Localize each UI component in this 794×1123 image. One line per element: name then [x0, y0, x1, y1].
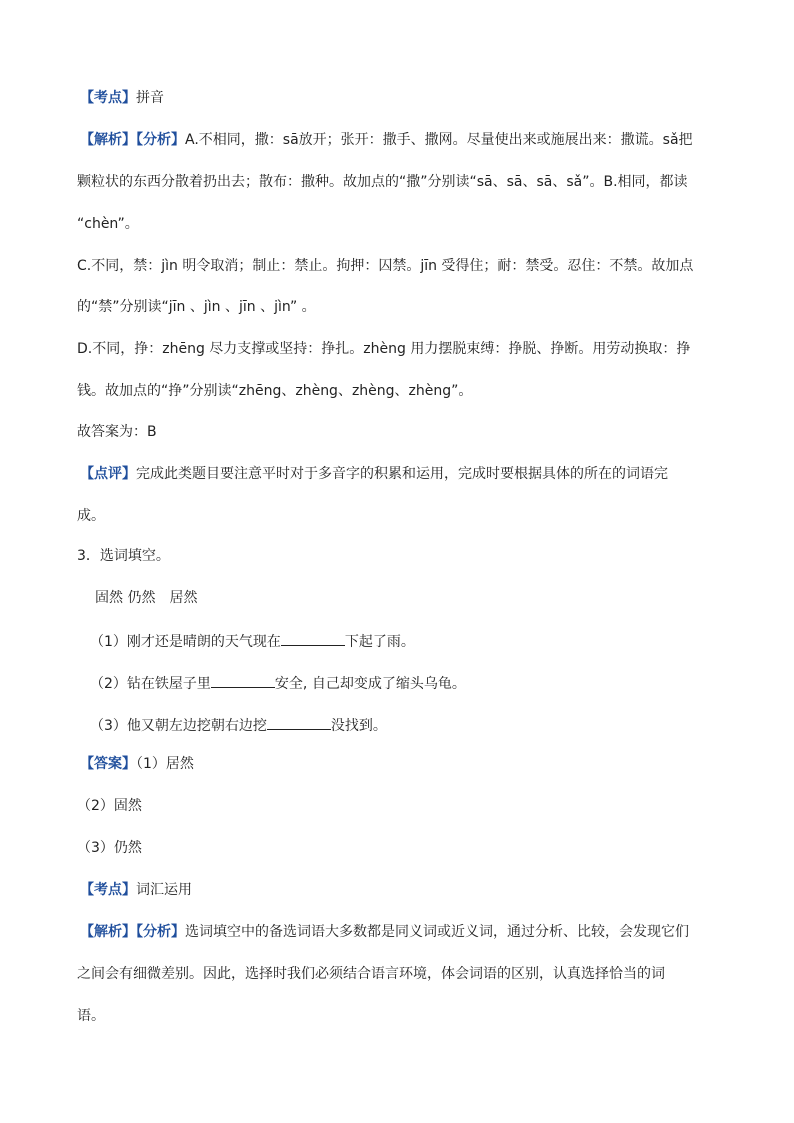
fenxi-tag: 【分析】 — [136, 132, 185, 148]
answer-line-1 — [80, 754, 194, 774]
kaodian-text: 拼音 — [136, 90, 164, 106]
jiexi2-line-3: 语。 — [77, 1008, 105, 1024]
item-text-before: 刚才还是晴朗的天气现在 — [126, 634, 281, 650]
dianping-line-1 — [80, 464, 668, 484]
kaodian-tag: 【考点】 — [80, 90, 136, 106]
dianping-text-1: 完成此类题目要注意平时对于多音字的积累和运用，完成时要根据具体的所在的词语完 — [136, 466, 668, 482]
answer-statement: 故答案为：B — [77, 424, 157, 440]
item-number: （2） — [90, 676, 127, 692]
word-options: 固然 仍然 居然 — [95, 590, 198, 606]
answer-3: （3）仍然 — [77, 840, 142, 856]
jiexi-tag: 【解析】 — [80, 132, 136, 148]
kaodian-line-2 — [80, 880, 192, 900]
kaodian-line — [80, 88, 164, 108]
dianping-tag: 【点评】 — [80, 466, 136, 482]
jiexi-line-4: C.不同，禁：jìn 明令取消；制止：禁止。拘押：囚禁。jīn 受得住；耐：禁受。忍住：不禁。故加点 — [77, 258, 694, 274]
kaodian-text: 词汇运用 — [136, 882, 192, 898]
jiexi-line-2: 颗粒状的东西分散着扔出去；散布：撒种。故加点的“撒”分别读“sā、sā、sā、sǎ”。B.相同，都读 — [77, 174, 688, 190]
jiexi-line-7: 钱。故加点的“挣”分别读“zhēng、zhèng、zhèng、zhèng”。 — [77, 383, 473, 399]
jiexi2-text-1: 选词填空中的备选词语大多数都是同义词或近义词，通过分析、比较，会发现它们 — [185, 924, 689, 940]
jiexi-line-6: D.不同，挣：zhēng 尽力支撑或坚持：挣扎。zhèng 用力摆脱束缚：挣脱、挣断。用劳动换取：挣 — [77, 341, 691, 357]
fenxi-tag: 【分析】 — [136, 924, 185, 940]
jiexi2-line-2: 之间会有细微差别。因此，选择时我们必须结合语言环境，体会词语的区别，认真选择恰当的词 — [77, 966, 665, 982]
jiexi-line-1 — [80, 130, 693, 150]
item-text-before: 他又朝左边挖朝右边挖 — [126, 718, 267, 734]
jiexi-text-1: A.不相同，撒：sā放开；张开：撒手、撒网。尽量使出来或施展出来：撒谎。sǎ把 — [185, 132, 693, 148]
question-title: 3．选词填空。 — [77, 548, 170, 564]
jiexi2-line-1 — [80, 922, 689, 942]
fill-blank — [267, 714, 331, 730]
jiexi-tag: 【解析】 — [80, 924, 136, 940]
question-item-3 — [90, 714, 387, 736]
item-number: （3） — [90, 718, 127, 734]
item-text-after: 安全, 自己却变成了缩头乌龟。 — [274, 676, 466, 692]
fill-blank — [281, 630, 345, 646]
item-number: （1） — [90, 634, 127, 650]
answer-tag: 【答案】 — [80, 756, 136, 772]
jiexi-line-5: 的“禁”分别读“jīn 、jìn 、jīn 、jìn” 。 — [77, 299, 316, 315]
item-text-after: 下起了雨。 — [344, 634, 415, 650]
item-text-after: 没找到。 — [330, 718, 387, 734]
jiexi-line-3: “chèn”。 — [77, 216, 139, 232]
fill-blank — [211, 672, 275, 688]
dianping-line-2: 成。 — [77, 508, 105, 524]
kaodian-tag: 【考点】 — [80, 882, 136, 898]
item-text-before: 钻在铁屋子里 — [126, 676, 211, 692]
question-item-2 — [90, 672, 466, 694]
question-item-1 — [90, 630, 415, 652]
answer-2: （2）固然 — [77, 798, 142, 814]
answer-1: （1）居然 — [136, 756, 194, 772]
